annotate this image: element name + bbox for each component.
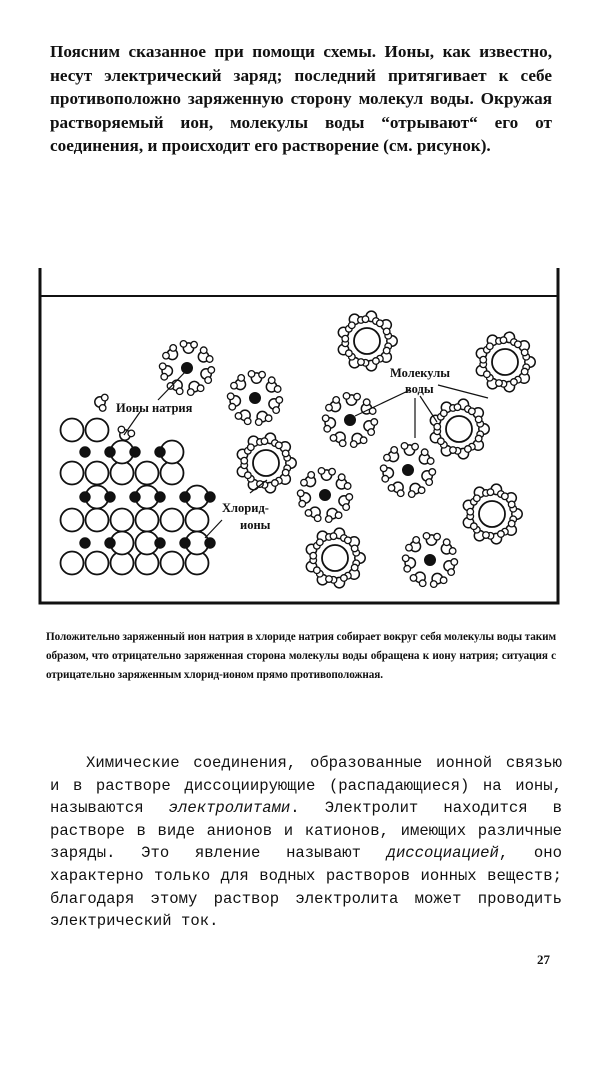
- chloride-ion: [479, 501, 505, 527]
- hydrogen-atom: [297, 490, 304, 497]
- water-molecule: [231, 375, 246, 390]
- hydrogen-atom: [248, 371, 255, 378]
- water-molecule: [487, 531, 504, 544]
- sodium-ion-lattice: [105, 538, 115, 548]
- hydrogen-atom: [508, 520, 515, 527]
- hydrogen-atom: [317, 539, 324, 546]
- water-molecule: [423, 533, 440, 546]
- chloride-ion-lattice: [61, 419, 84, 442]
- hydrogen-atom: [245, 472, 252, 479]
- hydrogen-atom: [406, 544, 413, 551]
- hydrogen-atom: [163, 352, 170, 359]
- hydrogen-atom: [388, 485, 395, 492]
- hydrogen-atom: [402, 555, 409, 562]
- hydrated-chloride-ion: [463, 484, 522, 544]
- water-molecule: [350, 433, 366, 447]
- hydrogen-atom: [200, 347, 207, 354]
- hydrogen-atom: [454, 404, 461, 411]
- water-molecule: [276, 442, 291, 457]
- water-molecule: [235, 410, 251, 424]
- hydrogen-atom: [363, 399, 370, 406]
- hydrogen-atom: [326, 404, 333, 411]
- hydrogen-atom: [475, 416, 482, 423]
- hydrogen-atom: [241, 457, 248, 464]
- label-chloride-ions-line1: Хлорид-: [222, 501, 269, 515]
- sodium-ion: [182, 363, 193, 374]
- hydrogen-atom: [335, 512, 342, 519]
- water-molecule: [408, 483, 424, 497]
- hydrogen-atom: [521, 368, 528, 375]
- hydrogen-atom: [487, 489, 494, 496]
- water-molecule: [269, 397, 283, 414]
- hydrogen-atom: [99, 405, 106, 412]
- water-molecule: [469, 408, 484, 423]
- hydrogen-atom: [205, 377, 212, 384]
- hydrated-chloride-ion: [430, 399, 489, 459]
- water-molecule: [444, 559, 458, 576]
- water-molecule: [318, 468, 335, 481]
- sodium-ion-lattice: [105, 447, 115, 457]
- water-molecule: [248, 436, 264, 450]
- hydrogen-atom: [383, 347, 390, 354]
- hydrated-chloride-ion: [476, 332, 535, 392]
- hydrated-sodium-ion: [227, 371, 282, 426]
- chloride-ion-lattice: [61, 509, 84, 532]
- hydrogen-atom: [343, 504, 350, 511]
- hydrogen-atom: [383, 328, 390, 335]
- hydrogen-atom: [483, 532, 490, 539]
- chloride-ion: [322, 545, 348, 571]
- hydrogen-atom: [475, 435, 482, 442]
- sodium-ion: [250, 393, 261, 404]
- hydrogen-atom: [373, 358, 380, 365]
- water-molecule: [343, 393, 360, 406]
- water-molecule: [227, 393, 240, 410]
- water-molecule: [118, 426, 134, 440]
- hydrated-sodium-ion: [402, 533, 457, 588]
- hydrogen-atom: [350, 441, 357, 448]
- water-molecule: [419, 449, 434, 464]
- water-molecule: [401, 443, 418, 456]
- hydrogen-atom: [434, 423, 441, 430]
- water-molecule: [336, 474, 351, 489]
- water-molecule: [95, 394, 108, 411]
- sodium-chloride-crystal: [61, 419, 216, 575]
- hydrogen-atom: [451, 559, 458, 566]
- hydrogen-atom: [384, 454, 391, 461]
- chloride-ion-lattice: [86, 552, 109, 575]
- hydrogen-atom: [427, 458, 434, 465]
- water-molecule: [441, 402, 457, 416]
- sodium-ion-lattice: [80, 492, 90, 502]
- hydrogen-atom: [227, 393, 234, 400]
- hydrogen-atom: [342, 335, 349, 342]
- hydrogen-atom: [314, 515, 321, 522]
- water-molecule: [384, 447, 399, 462]
- hydrogen-atom: [282, 450, 289, 457]
- paragraph-text-part2: . Электролит находится в растворе в виде анионов и катионов, имеющих различные заряды. Это явление называют: [50, 799, 562, 863]
- water-molecule: [322, 415, 335, 432]
- hydrogen-atom: [430, 581, 437, 588]
- hydrogen-atom: [515, 341, 522, 348]
- chloride-ion-lattice: [86, 462, 109, 485]
- hydrated-chloride-ion: [338, 311, 397, 371]
- hydrogen-atom: [346, 350, 353, 357]
- hydrated-sodium-ion: [297, 468, 352, 523]
- water-molecule: [349, 314, 365, 328]
- hydrogen-atom: [440, 577, 447, 584]
- sodium-ion-lattice: [155, 538, 165, 548]
- water-molecule: [422, 469, 436, 486]
- water-molecule: [198, 347, 213, 362]
- hydrogen-atom: [500, 337, 507, 344]
- hydrogen-atom: [170, 345, 177, 352]
- water-molecule: [317, 531, 333, 545]
- hydrogen-atom: [358, 359, 365, 366]
- hydrogen-atom: [380, 465, 387, 472]
- sodium-ion: [345, 415, 356, 426]
- term-dissociation: диссоциацией: [386, 844, 499, 863]
- sodium-ion: [425, 555, 436, 566]
- hydrogen-atom: [469, 408, 476, 415]
- water-molecule: [502, 493, 517, 508]
- hydrogen-atom: [502, 493, 509, 500]
- figure-caption: Положительно заряженный ион натрия в хлориде натрия собирает вокруг себя молекулы воды таким образом, что отрицательно заряженная сторона молекулы воды обращена к иону натрия; ситуация с отрицательно заряженным хлорид-ионом прямо противоположная.: [46, 631, 556, 682]
- hydrogen-atom: [255, 419, 262, 426]
- chloride-ion-lattice: [86, 419, 109, 442]
- hydrogen-atom: [325, 516, 332, 523]
- chloride-ion-lattice: [86, 509, 109, 532]
- paragraph-text-part1: Химические соединения, образованные ионной связью и в растворе диссоциирующие (распадающиеся) на ионы, называются: [50, 754, 562, 818]
- hydrogen-atom: [310, 552, 317, 559]
- hydrogen-atom: [434, 533, 441, 540]
- sodium-ion-lattice: [180, 492, 190, 502]
- water-molecule: [441, 539, 456, 554]
- water-molecule: [500, 379, 517, 392]
- hydrogen-atom: [282, 469, 289, 476]
- water-molecule: [297, 490, 310, 507]
- hydrogen-atom: [426, 479, 433, 486]
- hydrogen-atom: [231, 382, 238, 389]
- hydrated-sodium-ion: [159, 341, 214, 396]
- hydrogen-atom: [467, 508, 474, 515]
- hydrated-sodium-ion: [322, 393, 377, 448]
- hydrogen-atom: [176, 388, 183, 395]
- chloride-ion-lattice: [111, 462, 134, 485]
- hydrogen-atom: [496, 380, 503, 387]
- hydrogen-atom: [410, 575, 417, 582]
- water-molecule: [474, 487, 490, 501]
- sodium-ion: [403, 465, 414, 476]
- water-molecule: [180, 341, 197, 354]
- hydrated-sodium-ion: [380, 443, 435, 498]
- hydrogen-atom: [404, 565, 411, 572]
- hydrogen-atom: [368, 429, 375, 436]
- hydrogen-atom: [329, 468, 336, 475]
- hydrogen-atom: [235, 413, 242, 420]
- hydrogen-atom: [474, 495, 481, 502]
- water-molecule: [330, 432, 346, 446]
- chloride-ion: [446, 416, 472, 442]
- hydrogen-atom: [272, 480, 279, 487]
- hydrogen-atom: [118, 426, 125, 433]
- water-molecule: [305, 507, 321, 521]
- water-molecule: [487, 335, 503, 349]
- chloride-ion-lattice: [61, 462, 84, 485]
- hydrogen-atom: [305, 510, 312, 517]
- sodium-ion-lattice: [180, 538, 190, 548]
- hydrogen-atom: [197, 385, 204, 392]
- label-water-molecules-line1: Молекулы: [390, 366, 451, 380]
- water-molecule: [377, 320, 392, 335]
- hydrogen-atom: [408, 491, 415, 498]
- hydrogen-atom: [344, 483, 351, 490]
- chloride-ion-lattice: [161, 552, 184, 575]
- water-molecule: [163, 345, 178, 360]
- sodium-ion-lattice: [80, 538, 90, 548]
- hydrogen-atom: [418, 487, 425, 494]
- hydrogen-atom: [261, 438, 268, 445]
- hydrated-chloride-ion: [306, 528, 365, 588]
- water-molecule: [454, 446, 471, 459]
- hydrogen-atom: [238, 375, 245, 382]
- term-electrolytes: электролитами: [168, 799, 291, 818]
- hydrogen-atom: [265, 415, 272, 422]
- water-molecule: [255, 411, 271, 425]
- chloride-ion-lattice: [111, 509, 134, 532]
- hydrogen-atom: [206, 356, 213, 363]
- water-molecule: [339, 494, 353, 511]
- sodium-ion-lattice: [155, 492, 165, 502]
- chloride-ion-lattice: [136, 462, 159, 485]
- water-molecule: [325, 508, 341, 522]
- hydrogen-atom: [276, 397, 283, 404]
- hydrogen-atom: [274, 386, 281, 393]
- water-molecule: [430, 573, 446, 587]
- water-molecule: [515, 341, 530, 356]
- hydrogen-atom: [330, 533, 337, 540]
- hydrogen-atom: [413, 537, 420, 544]
- water-molecule: [406, 537, 421, 552]
- hydrogen-atom: [377, 320, 384, 327]
- hydrogen-atom: [441, 410, 448, 417]
- hydrogen-atom: [330, 435, 337, 442]
- hydrogen-atom: [345, 537, 352, 544]
- hydrogen-atom: [308, 472, 315, 479]
- water-molecule: [410, 572, 426, 586]
- hydrogen-atom: [401, 443, 408, 450]
- hydrogen-atom: [159, 363, 166, 370]
- hydrogen-atom: [521, 349, 528, 356]
- paragraph-text-part3: , оно характерно только для водных растворов ионных веществ; благодаря этому раствор электролита может проводить электрический ток.: [50, 844, 562, 931]
- hydrogen-atom: [259, 371, 266, 378]
- hydrogen-atom: [487, 343, 494, 350]
- hydrogen-atom: [208, 367, 215, 374]
- sodium-ion-lattice: [105, 492, 115, 502]
- hydrogen-atom: [429, 469, 436, 476]
- hydrogen-atom: [397, 490, 404, 497]
- hydrogen-atom: [360, 437, 367, 444]
- chloride-ion-lattice: [161, 462, 184, 485]
- water-molecule: [362, 358, 379, 371]
- hydrogen-atom: [128, 430, 135, 437]
- label-chloride-ions-line2: ионы: [240, 518, 271, 532]
- hydrogen-atom: [391, 447, 398, 454]
- hydrogen-atom: [244, 418, 251, 425]
- hydrogen-atom: [322, 415, 329, 422]
- hydrogen-atom: [511, 379, 518, 386]
- hydrogen-atom: [339, 440, 346, 447]
- sodium-ion: [320, 490, 331, 501]
- chloride-ion-lattice: [161, 509, 184, 532]
- hydrogen-atom: [268, 377, 275, 384]
- hydrated-chloride-ion: [237, 433, 296, 493]
- sodium-ion-lattice: [205, 492, 215, 502]
- hydrogen-atom: [276, 442, 283, 449]
- electrolyte-paragraph: [50, 752, 562, 933]
- hydrogen-atom: [438, 438, 445, 445]
- dissolution-diagram: [0, 265, 600, 620]
- water-molecule: [345, 537, 360, 552]
- hydrogen-atom: [423, 533, 430, 540]
- hydrogen-atom: [273, 407, 280, 414]
- hydrogen-atom: [443, 539, 450, 546]
- hydrogen-atom: [229, 403, 236, 410]
- chloride-ion-lattice: [61, 552, 84, 575]
- water-molecule: [187, 381, 203, 395]
- hydrogen-atom: [419, 580, 426, 587]
- chloride-ion-lattice: [186, 509, 209, 532]
- sodium-ion-lattice: [80, 447, 90, 457]
- hydrogen-atom: [333, 397, 340, 404]
- sodium-ion-lattice: [130, 447, 140, 457]
- hydrogen-atom: [351, 545, 358, 552]
- hydrogen-atom: [318, 468, 325, 475]
- hydrogen-atom: [412, 443, 419, 450]
- hydrogen-atom: [338, 474, 345, 481]
- sodium-ion-lattice: [155, 447, 165, 457]
- hydrogen-atom: [449, 548, 456, 555]
- hydrogen-atom: [343, 393, 350, 400]
- water-molecule: [388, 482, 404, 496]
- hydrogen-atom: [349, 322, 356, 329]
- hydrogen-atom: [382, 475, 389, 482]
- chloride-ion: [253, 450, 279, 476]
- hydrogen-atom: [346, 494, 353, 501]
- hydrogen-atom: [191, 341, 198, 348]
- water-molecule: [326, 397, 341, 412]
- intro-paragraph: Поясним сказанное при помощи схемы. Ионы, как известно, несут электрический заряд; последний притягивает к себе противоположно заряженную сторону молекул воды. Окружая растворяемый ион, молекулы воды “отрывают“ его от соединения, и происходит его растворение (см. рисунок).: [50, 42, 552, 156]
- hydrogen-atom: [299, 500, 306, 507]
- hydrogen-atom: [180, 341, 187, 348]
- hydrogen-atom: [465, 446, 472, 453]
- hydrogen-atom: [508, 501, 515, 508]
- hydrogen-atom: [362, 316, 369, 323]
- water-molecule: [364, 419, 378, 436]
- sodium-ion-lattice: [130, 492, 140, 502]
- hydrogen-atom: [248, 444, 255, 451]
- hydrogen-atom: [351, 564, 358, 571]
- chloride-ion: [492, 349, 518, 375]
- chloride-ion: [354, 328, 380, 354]
- water-molecule: [380, 465, 393, 482]
- hydrogen-atom: [354, 393, 361, 400]
- hydrogen-atom: [498, 531, 505, 538]
- label-water-molecules-line2: воды: [405, 382, 434, 396]
- hydrogen-atom: [101, 394, 108, 401]
- hydrogen-atom: [341, 575, 348, 582]
- water-molecule: [248, 371, 265, 384]
- hydrogen-atom: [301, 479, 308, 486]
- hydrogen-atom: [187, 389, 194, 396]
- hydrogen-atom: [448, 569, 455, 576]
- hydrogen-atom: [484, 371, 491, 378]
- hydrogen-atom: [161, 373, 168, 380]
- page-number: 27: [537, 952, 550, 967]
- hydrogen-atom: [421, 449, 428, 456]
- hydrogen-atom: [324, 425, 331, 432]
- label-sodium-ions: Ионы натрия: [116, 401, 193, 415]
- water-molecule: [330, 575, 347, 588]
- hydrogen-atom: [480, 356, 487, 363]
- hydrogen-atom: [371, 419, 378, 426]
- water-molecule: [266, 377, 281, 392]
- hydrogen-atom: [471, 523, 478, 530]
- chloride-ion-lattice: [136, 509, 159, 532]
- water-molecule: [402, 555, 415, 572]
- hydrogen-atom: [314, 567, 321, 574]
- hydrogen-atom: [450, 447, 457, 454]
- hydrogen-atom: [326, 576, 333, 583]
- water-molecule: [201, 367, 215, 384]
- water-molecule: [159, 363, 172, 380]
- water-molecule: [261, 480, 278, 493]
- hydrogen-atom: [167, 383, 174, 390]
- sodium-ion-lattice: [205, 538, 215, 548]
- water-molecule: [301, 472, 316, 487]
